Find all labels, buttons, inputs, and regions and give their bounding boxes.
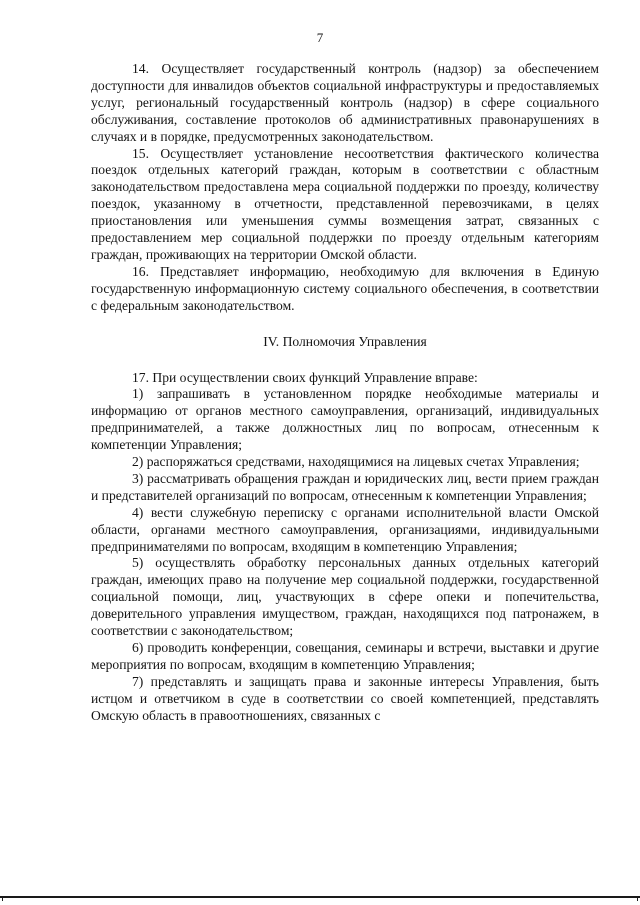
section-heading: IV. Полномочия Управления [263, 333, 427, 349]
paragraph-17-intro: 17. При осуществлении своих функций Управление вправе: [132, 369, 478, 385]
paragraph-16: 16. Представляет информацию, необходимую для включения в Единую государственную информационную систему социального обеспечения, в соответствии с федеральным законодательством. [91, 263, 599, 313]
scan-edge-tick-left [2, 898, 3, 901]
list-item-1: 1) запрашивать в установленном порядке необходимые материалы и информацию от органов местного самоуправления, организаций, индивидуальных предпринимателей, а также должностных лиц по вопросам, отнесенным к компетенции Управления; [91, 386, 599, 453]
page-number: 7 [316, 30, 324, 45]
list-item-5: 5) осуществлять обработку персональных данных отдельных категорий граждан, имеющих право на получение мер социальной поддержки, государственной социальной помощи, лиц, участвующих в сфере опеки и попечительства, доверительного управления имуществом, граждан, находящихся под патронажем, в соответствии с законодательством; [91, 555, 599, 639]
scan-edge-tick-right [637, 898, 638, 901]
scan-bottom-edge [0, 896, 640, 905]
list-item-6: 6) проводить конференции, совещания, семинары и встречи, выставки и другие мероприятия по вопросам, входящим в компетенцию Управления; [91, 640, 599, 672]
paragraph-15: 15. Осуществляет установление несоответствия фактического количества поездок отдельных категорий граждан, которым в соответствии с областным законодательством предоставлена мера социальной поддержки по проезду, количеству поездок, указанному в отчетности, представленной перевозчиками, в целях приостановления или уменьшения суммы возмещения затрат, связанных с предоставлением мер социальной поддержки по проезду отдельным категориям граждан, проживающих на территории Омской области. [91, 145, 599, 262]
list-item-2: 2) распоряжаться средствами, находящимися на лицевых счетах Управления; [132, 454, 580, 470]
list-item-7: 7) представлять и защищать права и законные интересы Управления, быть истцом и ответчиком в суде в соответствии со своей компетенцией, представлять Омскую область в правоотношениях, связанных с [91, 673, 599, 723]
scan-edge-line [0, 896, 640, 898]
document-body [91, 61, 599, 725]
list-item-4: 4) вести служебную переписку с органами исполнительной власти Омской области, органами местного самоуправления, организациями, индивидуальными предпринимателями по вопросам, входящим в компетенцию Управления; [91, 504, 599, 554]
list-item-3: 3) рассматривать обращения граждан и юридических лиц, вести прием граждан и представителей организаций по вопросам, отнесенным к компетенции Управления; [91, 470, 599, 503]
paragraph-14: 14. Осуществляет государственный контроль (надзор) за обеспечением доступности для инвалидов объектов социальной инфраструктуры и предоставляемых услуг, региональный государственный контроль (надзор) в сфере социального обслуживания, составление протоколов об административных правонарушениях в случаях и в порядке, предусмотренных законодательством. [91, 61, 599, 144]
